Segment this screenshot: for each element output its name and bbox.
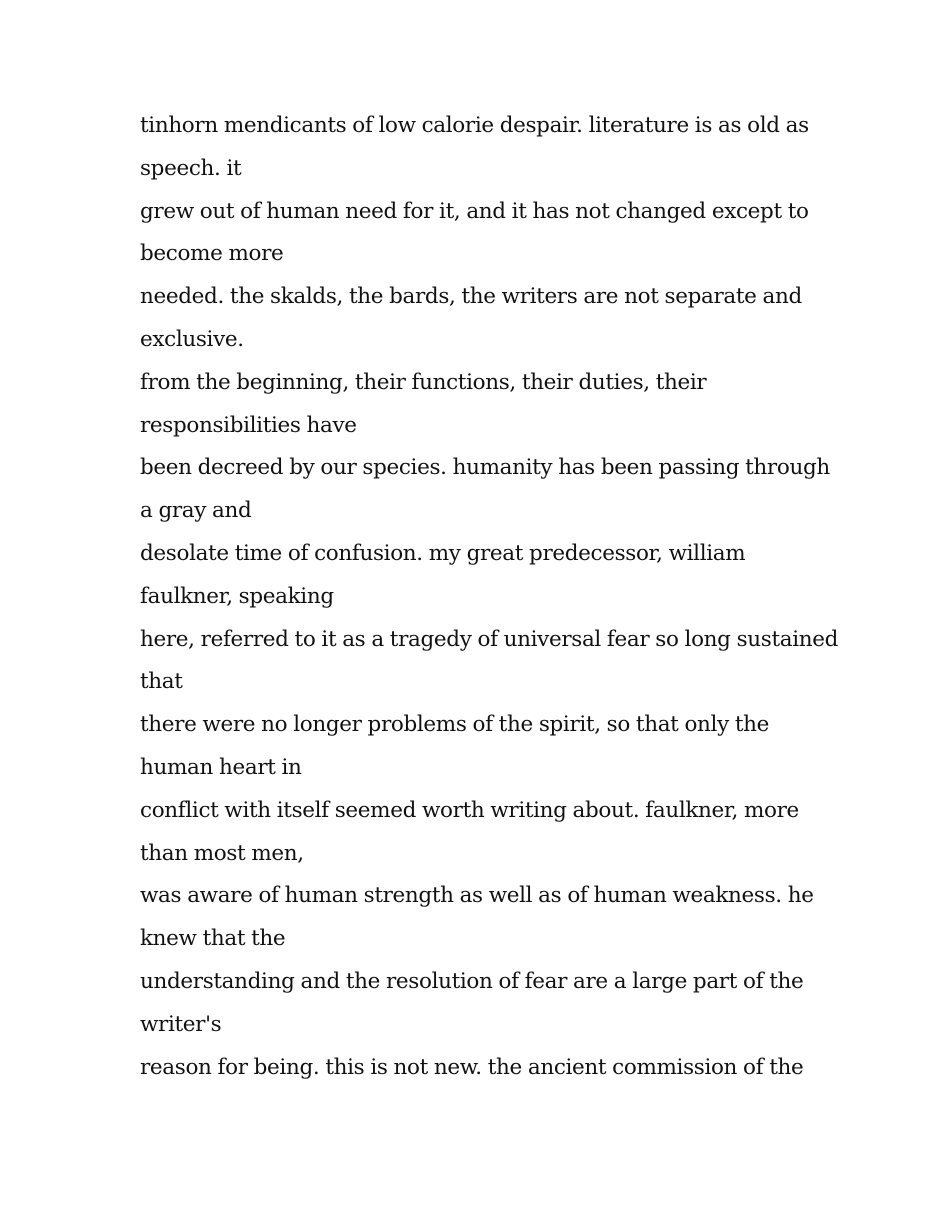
- text-line-18: than most men,: [140, 840, 304, 866]
- text-line-22: writer's: [140, 1011, 222, 1037]
- text-line-7: from the beginning, their functions, their duties, their: [140, 369, 707, 395]
- text-line-19: was aware of human strength as well as of human weakness. he: [140, 883, 814, 909]
- text-line-2: speech. it: [140, 155, 242, 181]
- text-line-13: here, referred to it as a tragedy of universal fear so long sustained: [140, 626, 839, 652]
- text-line-8: responsibilities have: [140, 412, 357, 438]
- text-line-20: knew that the: [140, 926, 286, 952]
- text-line-21: understanding and the resolution of fear are a large part of the: [140, 968, 804, 994]
- text-line-1: tinhorn mendicants of low calorie despair. literature is as old as: [140, 113, 809, 138]
- text-line-5: needed. the skalds, the bards, the writers are not separate and: [140, 284, 802, 310]
- text-line-3: grew out of human need for it, and it has not changed except to: [140, 198, 809, 224]
- body-text: [140, 105, 840, 1089]
- text-line-12: faulkner, speaking: [140, 583, 334, 609]
- text-line-17: conflict with itself seemed worth writing about. faulkner, more: [140, 797, 799, 823]
- text-line-9: been decreed by our species. humanity has been passing through: [140, 455, 830, 481]
- text-line-15: there were no longer problems of the spirit, so that only the: [140, 712, 770, 738]
- text-line-11: desolate time of confusion. my great predecessor, william: [140, 540, 746, 566]
- text-line-10: a gray and: [140, 498, 252, 524]
- text-line-4: become more: [140, 241, 284, 267]
- text-line-23: reason for being. this is not new. the ancient commission of the: [140, 1054, 804, 1080]
- text-line-16: human heart in: [140, 754, 302, 780]
- text-line-6: exclusive.: [140, 326, 244, 352]
- text-line-14: that: [140, 669, 183, 695]
